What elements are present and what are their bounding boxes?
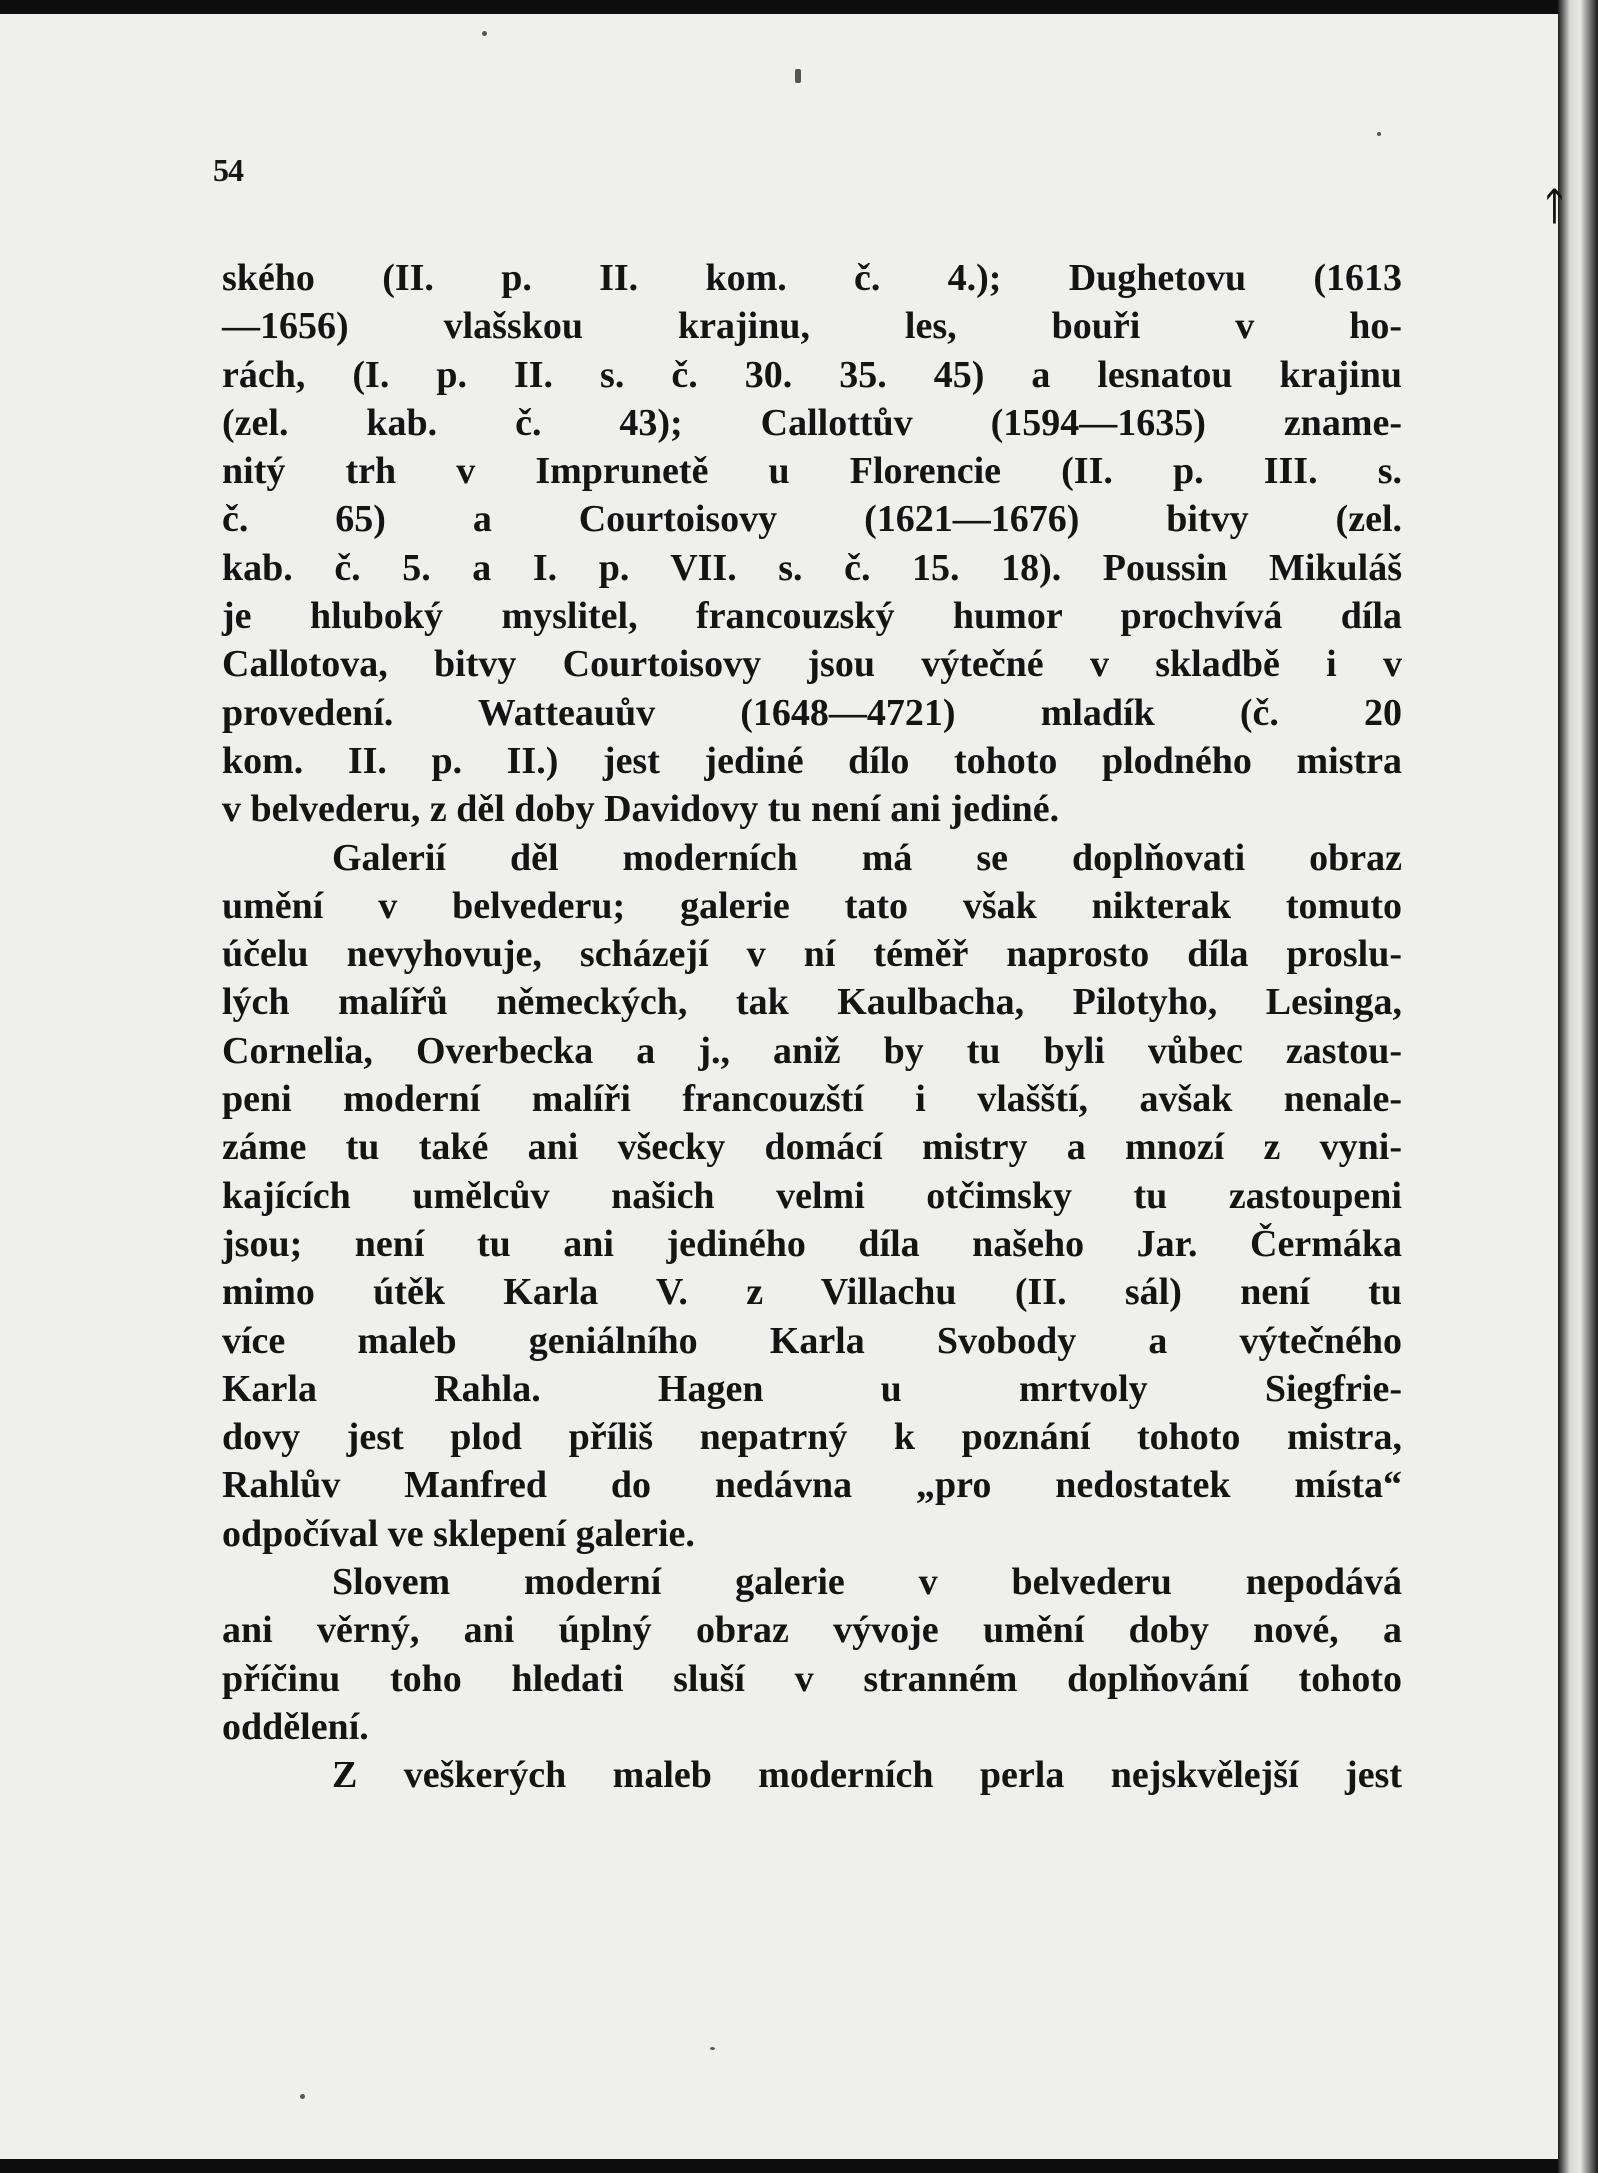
text-line: Callotova, bitvy Courtoisovy jsou výtečné v skladbě i v [222, 643, 1402, 686]
text-line: umění v belvederu; galerie tato však nikterak tomuto [222, 884, 1402, 927]
book-page [0, 14, 1558, 2159]
text-line: příčinu toho hledati sluší v stranném doplňování tohoto [222, 1657, 1402, 1700]
text-line: více maleb geniálního Karla Svobody a výtečného [222, 1319, 1402, 1362]
text-line: odpočíval ve sklepení galerie. [222, 1512, 695, 1555]
text-line: rách, (I. p. II. s. č. 30. 35. 45) a lesnatou krajinu [222, 353, 1402, 396]
paper-speck [300, 2094, 305, 2099]
text-line: Slovem moderní galerie v belvederu nepodává [332, 1561, 1402, 1604]
page-spine [1558, 0, 1598, 2173]
text-line: č. 65) a Courtoisovy (1621—1676) bitvy (zel. [222, 498, 1402, 541]
page-number: 54 [213, 152, 243, 188]
text-line: Karla Rahla. Hagen u mrtvoly Siegfrie- [222, 1367, 1402, 1410]
text-line: záme tu také ani všecky domácí mistry a mnozí z vyni- [222, 1126, 1402, 1169]
text-line: provedení. Watteauův (1648—4721) mladík (č. 20 [222, 691, 1402, 734]
paper-speck [710, 2047, 715, 2050]
text-line: v belvederu, z děl doby Davidovy tu není ani jediné. [222, 788, 1060, 831]
text-line: ani věrný, ani úplný obraz vývoje umění doby nové, a [222, 1609, 1402, 1652]
paper-speck [482, 31, 487, 36]
text-line: lých malířů německých, tak Kaulbacha, Pilotyho, Lesinga, [222, 981, 1402, 1024]
text-line: mimo útěk Karla V. z Villachu (II. sál) není tu [222, 1271, 1402, 1314]
text-line: jsou; není tu ani jediného díla našeho Jar. Čermáka [222, 1222, 1402, 1265]
paper-speck [1377, 132, 1381, 136]
text-line: Galerií děl moderních má se doplňovati obraz [332, 836, 1402, 879]
text-line: (zel. kab. č. 43); Callottův (1594—1635) zname- [222, 401, 1402, 444]
body-text [222, 254, 1402, 1800]
text-line: dovy jest plod příliš nepatrný k poznání tohoto mistra, [222, 1416, 1402, 1459]
text-line: nitý trh v Imprunetě u Florencie (II. p. III. s. [222, 450, 1402, 493]
text-line: oddělení. [222, 1705, 369, 1748]
text-line: účelu nevyhovuje, scházejí v ní téměř naprosto díla proslu- [222, 933, 1402, 976]
text-line: ského (II. p. II. kom. č. 4.); Dughetovu (1613 [222, 257, 1402, 299]
text-line: je hluboký myslitel, francouzský humor prochvívá díla [222, 595, 1402, 638]
spine-mark: ᛏ [1543, 186, 1566, 228]
text-line: Z veškerých maleb moderních perla nejskvělejší jest [332, 1754, 1402, 1797]
text-line: kom. II. p. II.) jest jediné dílo tohoto plodného mistra [222, 739, 1402, 782]
text-line: —1656) vlašskou krajinu, les, bouři v ho- [222, 305, 1402, 348]
text-line: Cornelia, Overbecka a j., aniž by tu byli vůbec zastou- [222, 1029, 1402, 1072]
text-line: kab. č. 5. a I. p. VII. s. č. 15. 18). Poussin Mikuláš [222, 546, 1402, 589]
paper-speck [795, 69, 801, 83]
text-line: Rahlův Manfred do nedávna „pro nedostatek místa“ [222, 1464, 1402, 1507]
text-line: peni moderní malíři francouzští i vlašští, avšak nenale- [222, 1078, 1402, 1121]
text-line: kajících umělcův našich velmi otčimsky tu zastoupeni [222, 1174, 1402, 1217]
